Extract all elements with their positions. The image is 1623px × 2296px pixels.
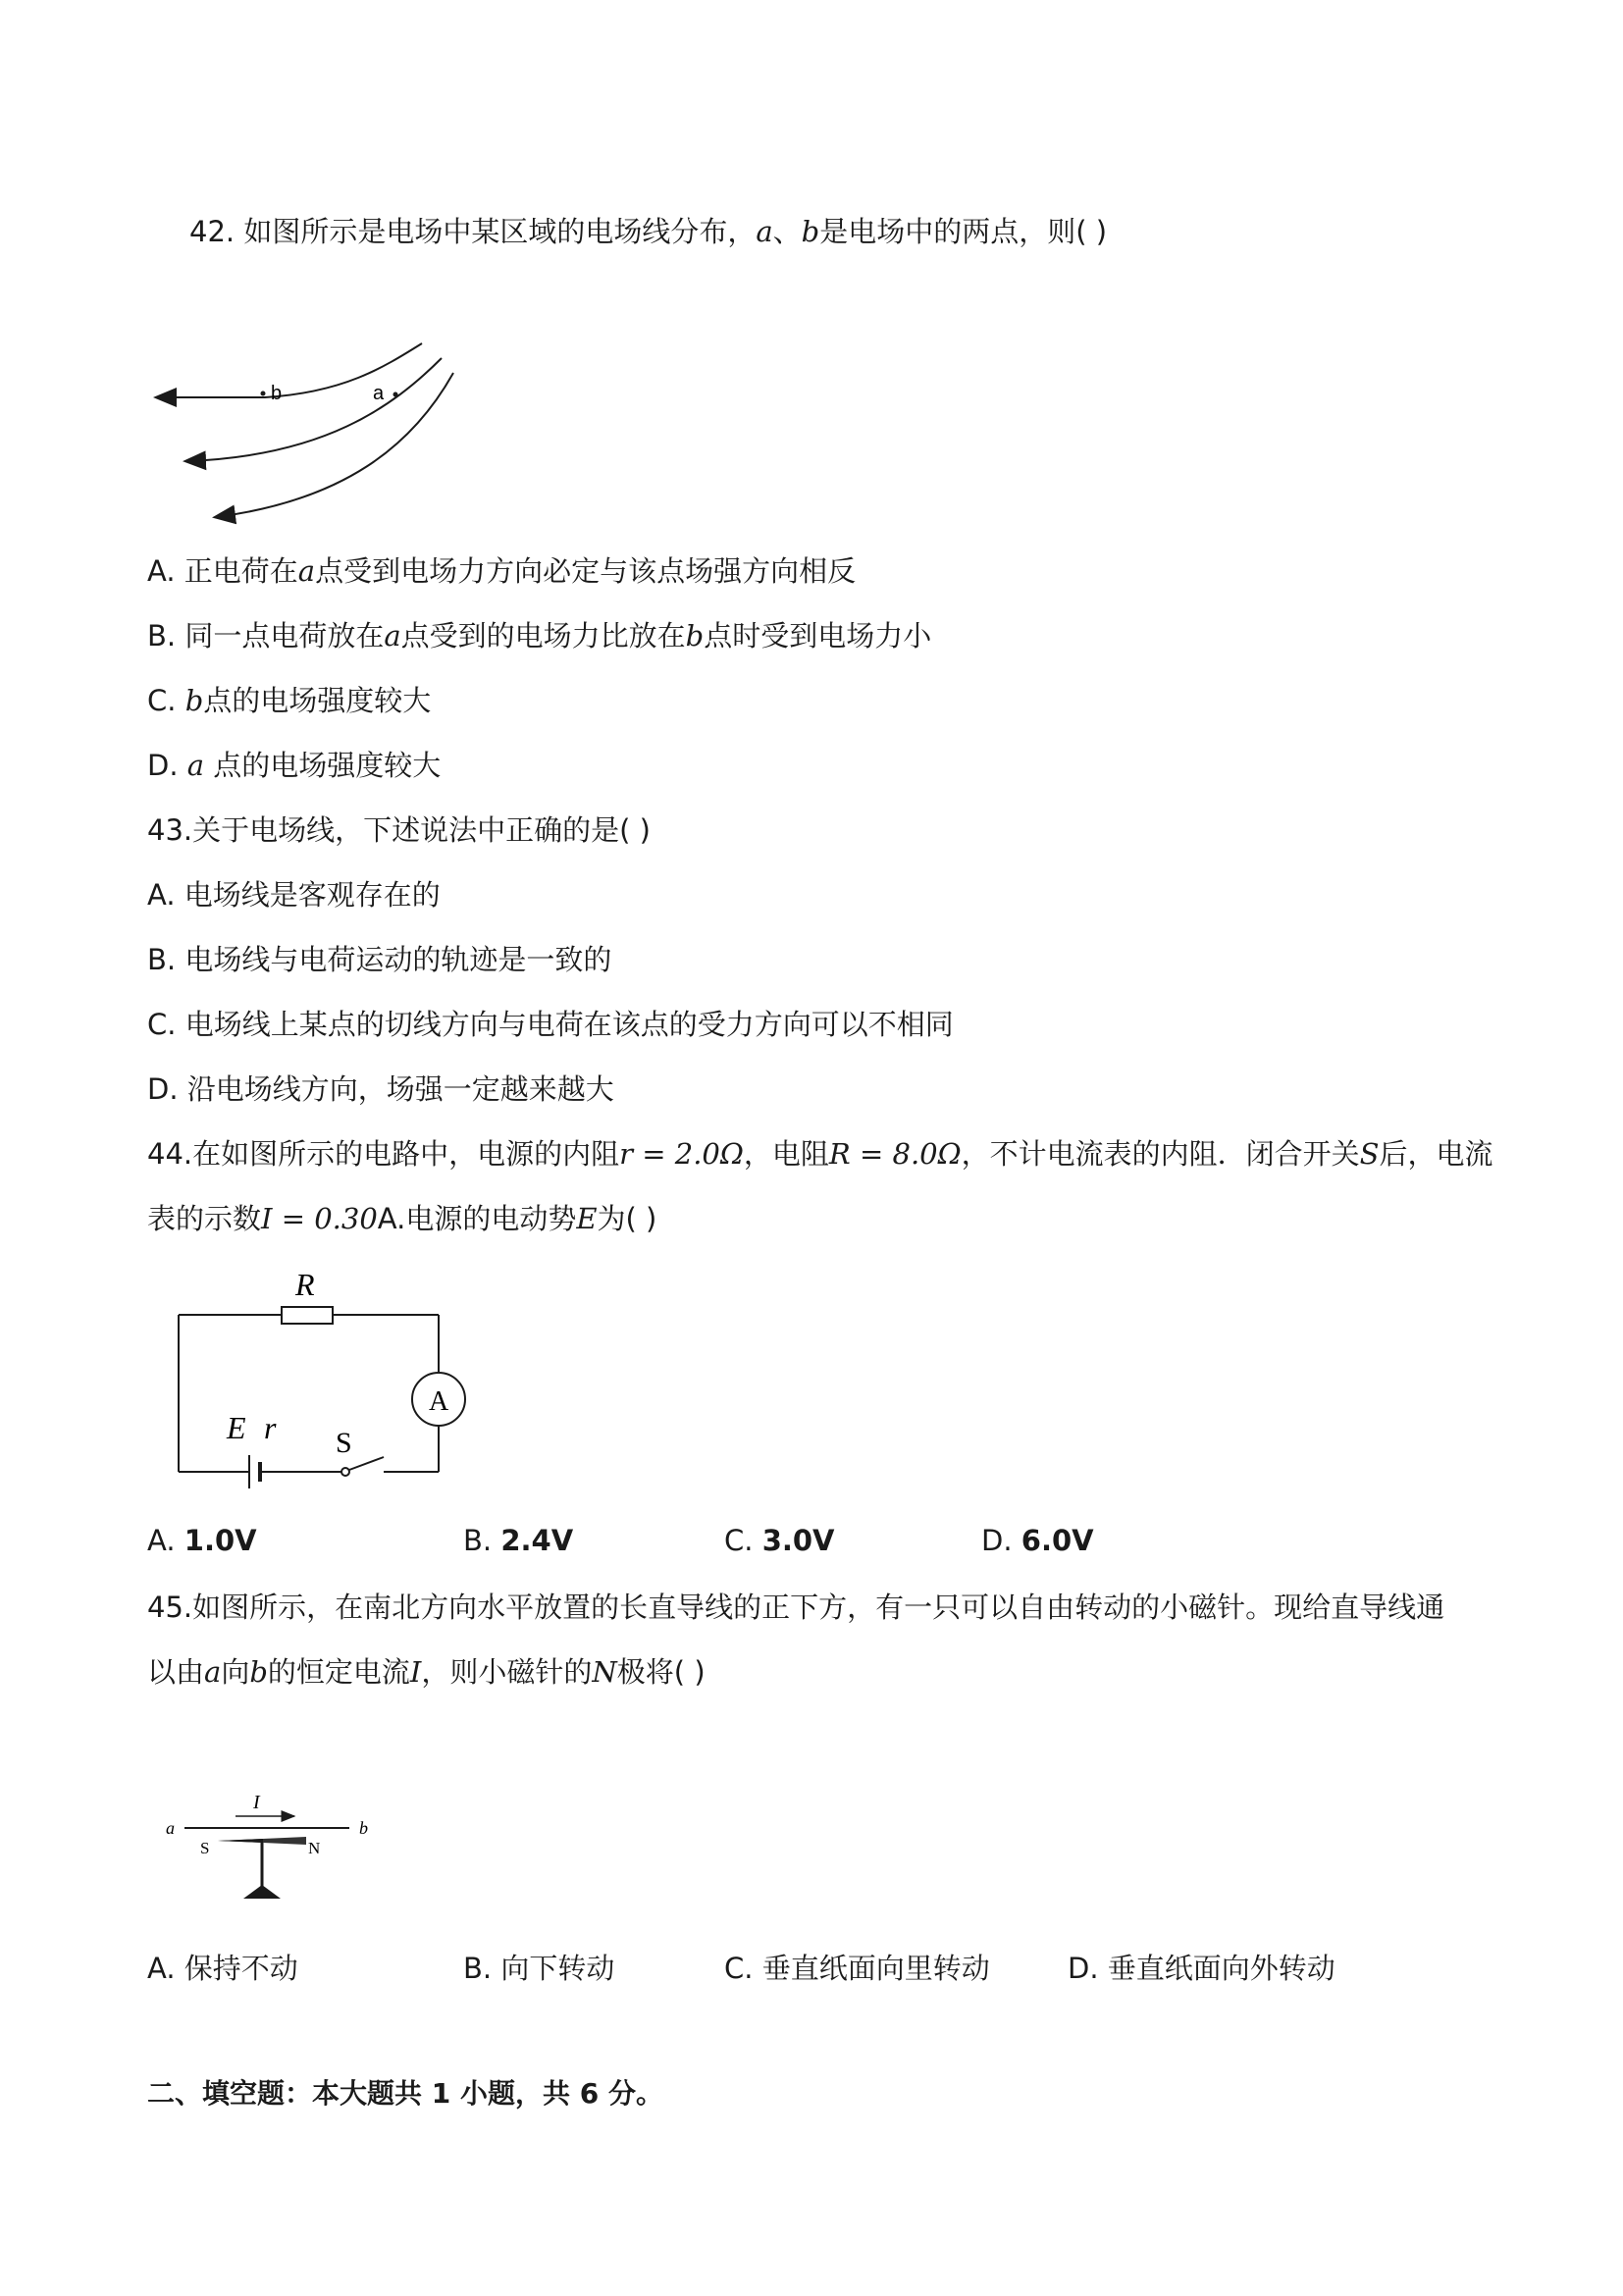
needle-S: S bbox=[200, 1839, 210, 1857]
q44-stem-line2: 表的示数I = 0.30A.电源的电动势E为( ) bbox=[147, 1202, 657, 1235]
q42-stem: 42. 如图所示是电场中某区域的电场线分布，a、b是电场中的两点，则( ) bbox=[189, 215, 1108, 248]
wire-end-a: a bbox=[166, 1818, 175, 1838]
q44-option-d[interactable]: D. 6.0V bbox=[981, 1524, 1094, 1557]
q42-option-d[interactable]: D. a 点的电场强度较大 bbox=[147, 749, 442, 782]
switch-S bbox=[341, 1468, 349, 1476]
current-label: I bbox=[253, 1792, 260, 1813]
q43-stem: 43.关于电场线，下述说法中正确的是( ) bbox=[147, 813, 651, 847]
point-a bbox=[393, 392, 398, 397]
electric-field-lines-figure bbox=[147, 339, 471, 525]
needle-N: N bbox=[308, 1839, 321, 1857]
q44-number: 44. bbox=[147, 1137, 193, 1171]
point-b bbox=[261, 391, 266, 396]
q45-option-c[interactable]: C. 垂直纸面向里转动 bbox=[724, 1952, 990, 1985]
q45-option-b[interactable]: B. 向下转动 bbox=[463, 1952, 615, 1985]
q45-option-d[interactable]: D. 垂直纸面向外转动 bbox=[1068, 1952, 1335, 1985]
point-a-label: a bbox=[373, 383, 385, 404]
q44-stem-line1: 44.在如图所示的电路中，电源的内阻r = 2.0Ω，电阻R = 8.0Ω，不计电流表的内阻．闭合开关S后，电流 bbox=[147, 1137, 1493, 1171]
q42-option-c[interactable]: C. b点的电场强度较大 bbox=[147, 684, 432, 717]
q44-option-c[interactable]: C. 3.0V bbox=[724, 1524, 835, 1557]
q45-number: 45. bbox=[147, 1591, 193, 1624]
field-line-middle bbox=[186, 358, 442, 461]
q42-option-a[interactable]: A. 正电荷在a点受到电场力方向必定与该点场强方向相反 bbox=[147, 554, 857, 588]
q45-option-a[interactable]: A. 保持不动 bbox=[147, 1952, 298, 1985]
label-A: A bbox=[429, 1386, 449, 1417]
q45-stem-line1: 45.如图所示，在南北方向水平放置的长直导线的正下方，有一只可以自由转动的小磁针。现给直导线通 bbox=[147, 1591, 1445, 1624]
label-S: S bbox=[336, 1427, 352, 1459]
label-R: R bbox=[295, 1267, 315, 1302]
resistor-R bbox=[282, 1307, 333, 1324]
q42-number: 42. bbox=[189, 215, 236, 248]
section-2-heading: 二、填空题：本大题共 1 小题，共 6 分。 bbox=[147, 2077, 663, 2110]
q43-option-c[interactable]: C. 电场线上某点的切线方向与电荷在该点的受力方向可以不相同 bbox=[147, 1008, 954, 1041]
q44-option-b[interactable]: B. 2.4V bbox=[463, 1524, 574, 1557]
circuit-diagram bbox=[162, 1256, 486, 1501]
q43-option-a[interactable]: A. 电场线是客观存在的 bbox=[147, 878, 441, 912]
q43-number: 43. bbox=[147, 813, 193, 847]
q43-option-b[interactable]: B. 电场线与电荷运动的轨迹是一致的 bbox=[147, 943, 612, 976]
point-b-label: b bbox=[271, 383, 283, 404]
label-r: r bbox=[264, 1410, 277, 1445]
wire-end-b: b bbox=[359, 1818, 368, 1838]
q44-option-a[interactable]: A. 1.0V bbox=[147, 1524, 257, 1557]
q42-option-b[interactable]: B. 同一点电荷放在a点受到的电场力比放在b点时受到电场力小 bbox=[147, 619, 932, 652]
field-line-bottom bbox=[216, 373, 453, 517]
q45-stem-line2: 以由a向b的恒定电流I，则小磁针的N极将( ) bbox=[147, 1655, 706, 1689]
label-E: E bbox=[227, 1410, 246, 1445]
compass-base bbox=[243, 1885, 281, 1899]
q43-option-d[interactable]: D. 沿电场线方向，场强一定越来越大 bbox=[147, 1072, 614, 1106]
compass-wire-figure bbox=[157, 1781, 383, 1913]
